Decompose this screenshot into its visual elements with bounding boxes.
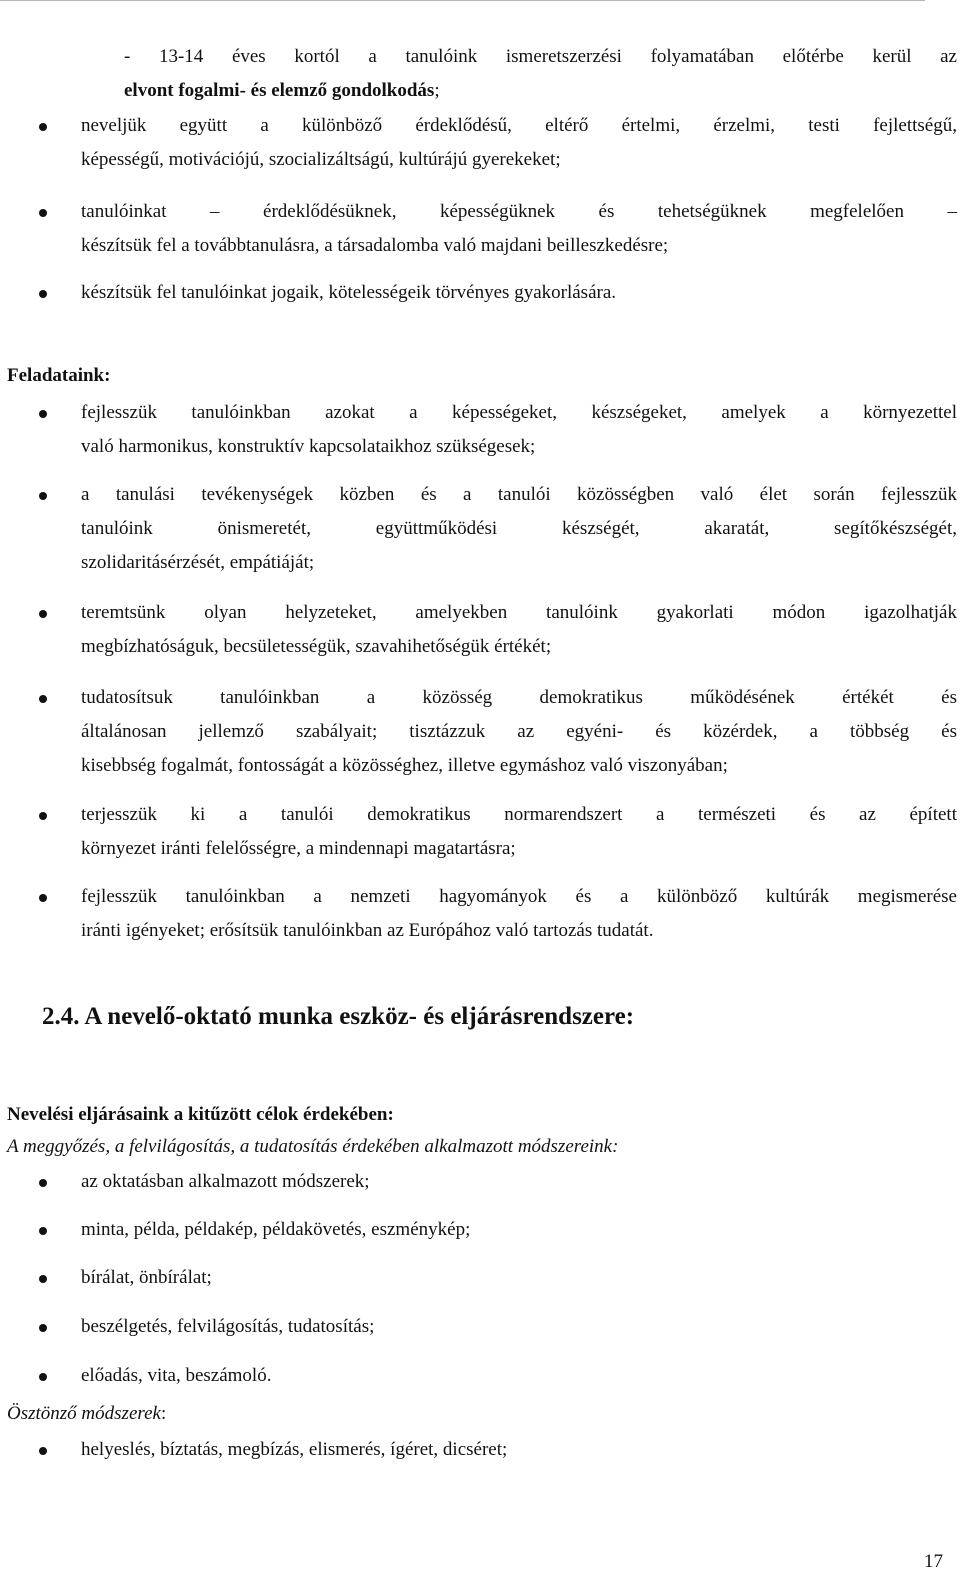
incentive-heading [7,1397,166,1431]
methods-heading: Nevelési eljárásaink a kitűzött célok érdekében: [7,1104,394,1125]
tasks-heading: Feladataink: [7,365,111,386]
intro-dash-tail: ; [434,80,440,101]
page-number: 17 [924,1551,943,1572]
task-2-line-3: szolidaritásérzését, empátiáját; [81,552,315,573]
goal-item-3 [81,276,957,310]
task-3-line-1: teremtsünk olyan helyzeteket, amelyekben tanulóink gyakorlati módon igazolhatják [81,602,957,623]
bullet-icon [39,610,47,618]
persuasion-item-text: bírálat, önbírálat; [81,1267,212,1288]
task-item-1 [81,396,957,464]
bullet-icon [39,1179,47,1187]
goal-item-1 [81,109,957,177]
task-item-6 [81,880,957,948]
goal-1-line-1: neveljük együtt a különböző érdeklődésű, eltérő értelmi, érzelmi, testi fejlettségű, [81,115,957,136]
persuasion-item-4 [81,1310,957,1344]
intro-dash-line-1: - 13-14 éves kortól a tanulóink ismeretszerzési folyamatában előtérbe kerül az [124,46,957,67]
task-6-line-1: fejlesszük tanulóinkban a nemzeti hagyományok és a különböző kultúrák megismerése [81,886,957,907]
bullet-icon [39,894,47,902]
persuasion-item-3 [81,1261,957,1295]
persuasion-item-text: minta, példa, példakép, példakövetés, eszménykép; [81,1219,471,1240]
persuasion-item-2 [81,1213,957,1247]
persuasion-heading: A meggyőzés, a felvilágosítás, a tudatosítás érdekében alkalmazott módszereink: [7,1136,619,1157]
task-4-line-2: általánosan jellemző szabályait; tisztázzuk az egyéni- és közérdek, a többség és [81,721,957,742]
persuasion-item-5 [81,1359,957,1393]
goal-2-line-1: tanulóinkat – érdeklődésüknek, képességüknek és tehetségüknek megfelelően – [81,201,957,222]
goal-1-line-2: képességű, motivációjú, szocializáltságú, kultúrájú gyerekeket; [81,149,561,170]
page-top-rule [0,0,925,1]
bullet-icon [39,812,47,820]
incentive-heading-text: Ösztönző módszerek [7,1403,161,1424]
task-5-line-2: környezet iránti felelősségre, a mindennapi magatartásra; [81,838,516,859]
bullet-icon [39,1227,47,1235]
bullet-icon [39,1373,47,1381]
task-6-line-2: iránti igényeket; erősítsük tanulóinkban az Európához való tartozás tudatát. [81,920,654,941]
task-item-3 [81,596,957,664]
task-1-line-1: fejlesszük tanulóinkban azokat a képességeket, készségeket, amelyek a környezettel [81,402,957,423]
persuasion-item-text: előadás, vita, beszámoló. [81,1365,272,1386]
bullet-icon [39,492,47,500]
bullet-icon [39,1324,47,1332]
goal-item-2 [81,195,957,263]
bullet-icon [39,695,47,703]
task-3-line-2: megbízhatóságuk, becsületességük, szavahihetőségük értékét; [81,636,552,657]
task-item-5 [81,798,957,866]
bullet-icon [39,209,47,217]
intro-dash-bold-phrase: elvont fogalmi- és elemző gondolkodás [124,80,435,101]
goal-2-line-2: készítsük fel a továbbtanulásra, a társadalomba való majdani beilleszkedésre; [81,235,669,256]
bullet-icon [39,123,47,131]
bullet-icon [39,1447,47,1455]
task-4-line-3: kisebbség fogalmát, fontosságát a közösséghez, illetve egymáshoz való viszonyában; [81,755,728,776]
task-2-line-1: a tanulási tevékenységek közben és a tanulói közösségben való élet során fejlesszük [81,484,957,505]
task-5-line-1: terjesszük ki a tanulói demokratikus normarendszert a természeti és az épített [81,804,957,825]
task-4-line-1: tudatosítsuk tanulóinkban a közösség demokratikus működésének értékét és [81,687,957,708]
persuasion-item-text: beszélgetés, felvilágosítás, tudatosítás; [81,1316,375,1337]
intro-dash-item [124,40,957,108]
task-item-2 [81,478,957,580]
goal-3-line-1: készítsük fel tanulóinkat jogaik, kötelességeik törvényes gyakorlására. [81,282,617,303]
incentive-heading-colon: : [160,1403,167,1424]
bullet-icon [39,1275,47,1283]
persuasion-item-1 [81,1165,957,1199]
persuasion-item-text: az oktatásban alkalmazott módszerek; [81,1171,370,1192]
bullet-icon [39,290,47,298]
task-item-4 [81,681,957,783]
intro-dash-line-2 [124,74,957,108]
incentive-item-text: helyeslés, bíztatás, megbízás, elismerés, ígéret, dicséret; [81,1439,508,1460]
bullet-icon [39,410,47,418]
incentive-item-1 [81,1433,957,1467]
task-2-line-2: tanulóink önismeretét, együttműködési készségét, akaratát, segítőkészségét, [81,518,957,539]
section-title: 2.4. A nevelő-oktató munka eszköz- és eljárásrendszere: [42,1003,635,1030]
task-1-line-2: való harmonikus, konstruktív kapcsolataikhoz szükségesek; [81,436,536,457]
